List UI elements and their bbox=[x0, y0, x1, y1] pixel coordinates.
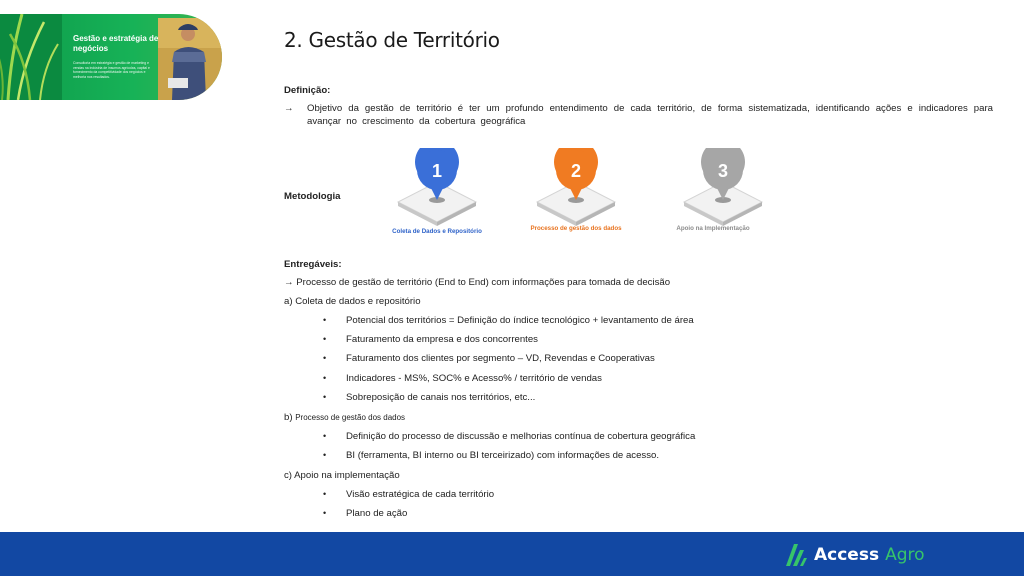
bullet-icon: • bbox=[323, 508, 327, 518]
grass-image bbox=[0, 14, 62, 100]
deliverables-label: Entregáveis: bbox=[284, 259, 342, 270]
access-agro-logo bbox=[784, 541, 925, 569]
section-b-prefix: b) bbox=[284, 412, 293, 423]
bullet-icon: • bbox=[323, 315, 327, 325]
methodology-step-1 bbox=[382, 148, 492, 248]
list-item: Sobreposição de canais nos territórios, etc... bbox=[346, 392, 536, 403]
map-pin-icon bbox=[521, 148, 631, 228]
list-item: BI (ferramenta, BI interno ou BI terceirizado) com informações de acesso. bbox=[346, 450, 660, 461]
definition-text: Objetivo da gestão de território é ter um profundo entendimento de cada território, de forma sistematizada, identificando ações e indicadores para avançar no crescimento da cobertura geográfica bbox=[307, 103, 993, 127]
bullet-icon: • bbox=[323, 431, 327, 441]
step-1-caption: Coleta de Dados e Repositório bbox=[392, 228, 482, 235]
step-3-caption: Apoio na Implementação bbox=[676, 225, 750, 232]
arrow-icon: → bbox=[284, 103, 294, 114]
list-item: Indicadores - MS%, SOC% e Acesso% / território de vendas bbox=[346, 373, 602, 384]
definition-label: Definição: bbox=[284, 85, 331, 96]
section-c-title: c) Apoio na implementação bbox=[284, 470, 400, 481]
deliverables-intro: → Processo de gestão de território (End to End) com informações para tomada de decisão bbox=[284, 277, 671, 288]
svg-text:3: 3 bbox=[717, 161, 729, 181]
section-b-title bbox=[284, 411, 405, 424]
bullet-icon: • bbox=[323, 334, 327, 344]
farmer-photo bbox=[158, 18, 222, 100]
svg-text:1: 1 bbox=[431, 161, 443, 181]
bullet-icon: • bbox=[323, 353, 327, 363]
map-pin-icon bbox=[668, 148, 778, 228]
list-item: Visão estratégica de cada território bbox=[346, 489, 495, 500]
bullet-icon: • bbox=[323, 489, 327, 499]
svg-text:2: 2 bbox=[570, 161, 582, 181]
methodology-step-3 bbox=[668, 148, 778, 248]
list-item: Definição do processo de discussão e melhorias contínua de cobertura geográfica bbox=[346, 431, 696, 442]
page-title: 2. Gestão de Território bbox=[284, 28, 500, 52]
header-banner bbox=[0, 14, 222, 100]
banner-title: Gestão e estratégia de negócios bbox=[73, 34, 159, 53]
list-item: Faturamento da empresa e dos concorrentes bbox=[346, 334, 538, 345]
bullet-icon: • bbox=[323, 450, 327, 460]
list-item: Plano de ação bbox=[346, 508, 408, 519]
step-2-caption: Processo de gestão dos dados bbox=[530, 225, 622, 232]
bullet-icon: • bbox=[323, 373, 327, 383]
logo-word-agro: Agro bbox=[885, 545, 925, 565]
list-item: Faturamento dos clientes por segmento – VD, Revendas e Cooperativas bbox=[346, 353, 655, 364]
banner-description: Consultoria em estratégia e gestão de marketing e vendas na indústria de insumos agrícolas, capital e fornecimento da competitividade dos negócios e melhoria nos resultados. bbox=[73, 61, 150, 79]
section-a-title: a) Coleta de dados e repositório bbox=[284, 296, 421, 307]
bullet-icon: • bbox=[323, 392, 327, 402]
methodology-step-2 bbox=[521, 148, 631, 248]
leaf-logo-icon bbox=[784, 542, 808, 568]
logo-word-access: Access bbox=[814, 545, 880, 565]
list-item: Potencial dos territórios = Definição do índice tecnológico + levantamento de área bbox=[346, 315, 694, 326]
map-pin-icon bbox=[382, 148, 492, 228]
section-b-text: Processo de gestão dos dados bbox=[295, 413, 406, 422]
methodology-label: Metodologia bbox=[284, 191, 341, 202]
